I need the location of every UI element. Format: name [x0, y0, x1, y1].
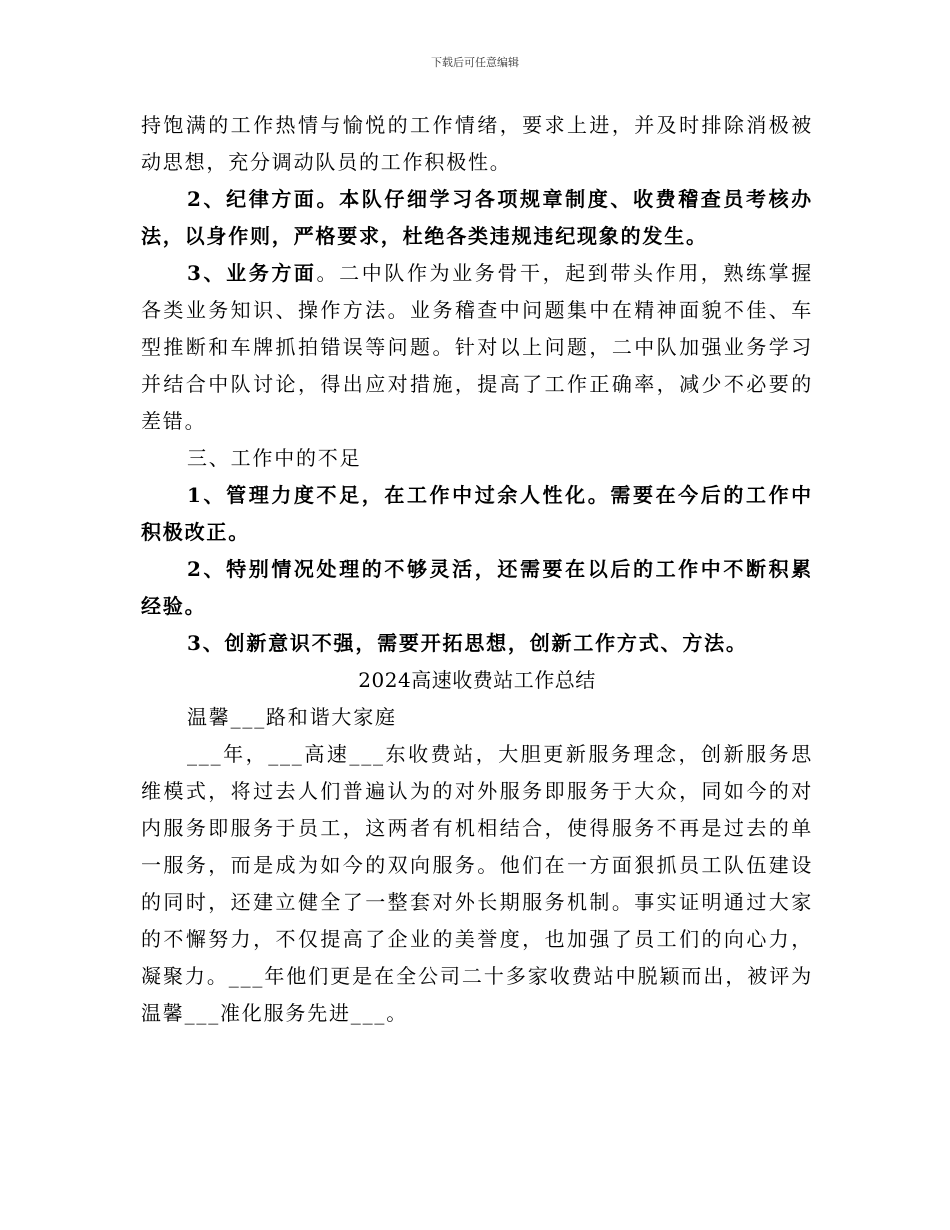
paragraph-discipline: 2、纪律方面。本队仔细学习各项规章制度、收费稽查员考核办法，以身作则，严格要求，杜绝各类违规违纪现象的发生。 [141, 187, 813, 248]
subtitle: 温馨___路和谐大家庭 [187, 705, 397, 729]
page-header: 下载后可任意编辑 [431, 56, 519, 69]
shortcoming-item-3: 3、创新意识不强，需要开拓思想，创新工作方式、方法。 [187, 631, 748, 655]
shortcoming-item-1: 1、管理力度不足，在工作中过余人性化。需要在今后的工作中积极改正。 [141, 483, 813, 544]
paragraph-main: ___年，___高速___东收费站，大胆更新服务理念，创新服务思维模式，将过去人们普遍认为的对外服务即服务于大众，同如今的对内服务即服务于员工，这两者有机相结合，使得服务不再是过去的单一服务，而是成为如今的双向服务。他们在一方面狠抓员工队伍建设的同时，还建立健全了一整套对外长期服务机制。事实证明通过大家的不懈努力，不仅提高了企业的美誉度，也加强了员工们的向心力，凝聚力。___年他们更是在全公司二十多家收费站中脱颖而出，被评为温馨___准化服务先进___。 [141, 742, 813, 1025]
paragraph-business [141, 255, 813, 440]
business-body: 。二中队作为业务骨干，起到带头作用，熟练掌握各类业务知识、操作方法。业务稽查中问题集中在精神面貌不佳、车型推断和车牌抓拍错误等问题。针对以上问题，二中队加强业务学习并结合中队讨论，得出应对措施，提高了工作正确率，减少不必要的差错。 [141, 261, 814, 433]
document-body [141, 107, 813, 1032]
business-heading: 3、业务方面 [187, 261, 317, 285]
document-title: 2024高速收费站工作总结 [358, 668, 596, 692]
paragraph-continuation: 持饱满的工作热情与愉悦的工作情绪，要求上进，并及时排除消极被动思想，充分调动队员的工作积极性。 [141, 113, 813, 174]
section-heading-shortcomings: 三、工作中的不足 [187, 446, 362, 470]
shortcoming-item-2: 2、特别情况处理的不够灵活，还需要在以后的工作中不断积累经验。 [141, 557, 813, 618]
